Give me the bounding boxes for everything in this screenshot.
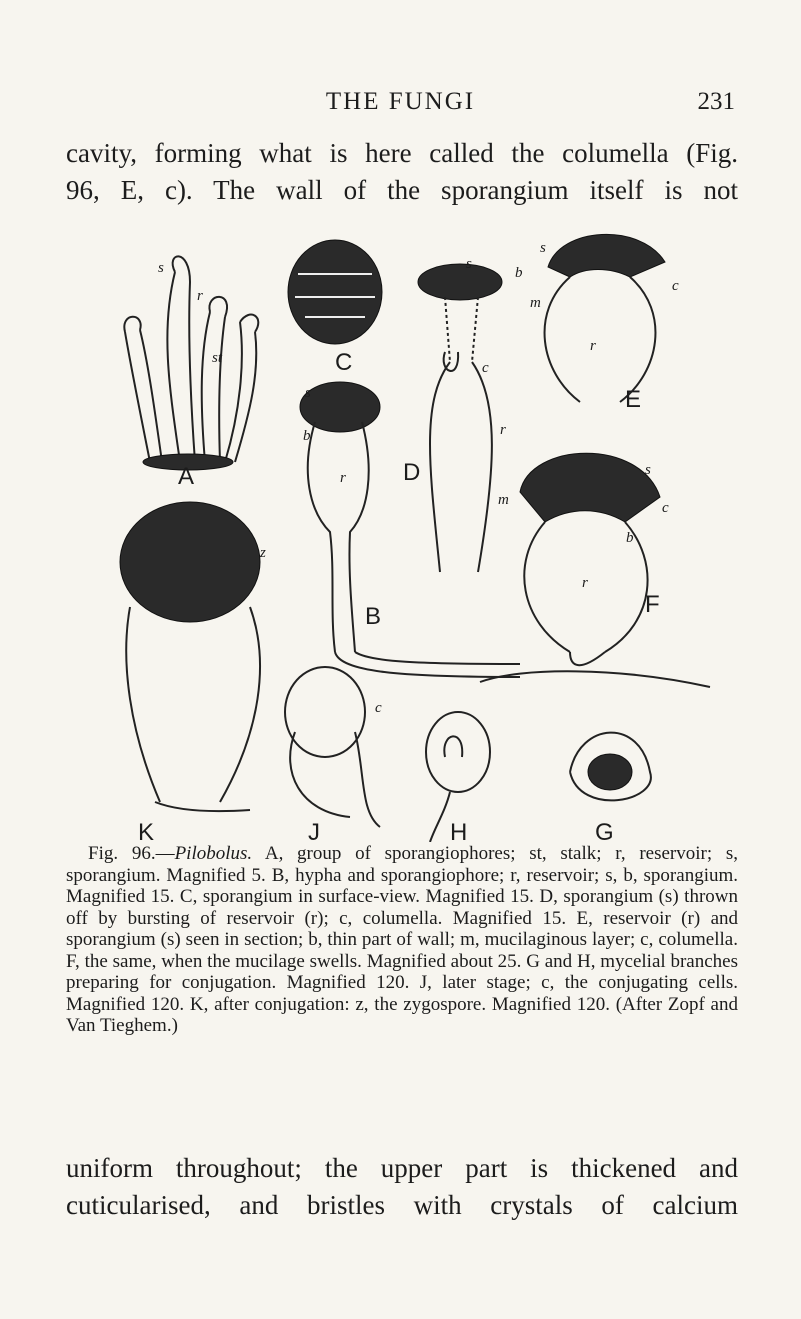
figure-panel-e xyxy=(545,234,665,402)
figure-label-h: H xyxy=(450,819,468,842)
figure-label-g: G xyxy=(595,819,614,842)
figure-sub-f-c: c xyxy=(662,500,669,516)
figure-sub-b-b: b xyxy=(303,428,311,444)
figure-label-e: E xyxy=(625,386,642,413)
paragraph-bottom xyxy=(66,1150,738,1224)
figure-sub-f-r: r xyxy=(582,575,588,591)
figure-sub-a-s: s xyxy=(158,260,164,276)
figure-pilobolus-illustration xyxy=(100,212,720,842)
figure-panel-d xyxy=(418,264,502,572)
figure-panel-j xyxy=(285,667,380,827)
figure-sub-f-s: s xyxy=(645,462,651,478)
caption-text: A, group of sporangiophores; st, stalk; r, reservoir; s, sporangium. Magnified 5. B, hypha and sporangiophore; r, reservoir; s, b, sporangium. Magnified 15. C, sporangium in surface-view. Magnified 15. D, sporangium (s) thrown off by bursting of reservoir (r); c, columella. Magnified 15. E, reservoir (r) and sporangium (s) seen in section; b, thin part of wall; m, mucilaginous layer; c, columella. F, the same, when the mucilage swells. Magnified about 25. G and H, mycelial branches preparing for conjugation. Magnified 120. J, later stage; c, the conjugating cells. Magnified 120. K, after conjugation: z, the zygospore. Magnified 120. (After Zopf and Van Tieghem.) xyxy=(66,843,738,1036)
figure-sub-e-m: m xyxy=(530,295,541,311)
paragraph-top-line-2: 96, E, c). The wall of the sporangium itself is not xyxy=(66,175,738,205)
figure-sub-b-r: r xyxy=(340,470,346,486)
figure-label-f: F xyxy=(645,591,660,618)
figure-sub-j-c: c xyxy=(375,700,382,716)
figure-sub-a-r: r xyxy=(197,288,203,304)
page-number: 231 xyxy=(697,88,735,115)
figure-label-j: J xyxy=(308,819,320,842)
figure-label-a: A xyxy=(178,463,195,490)
paragraph-bottom-line-2: cuticularised, and bristles with crystals of calcium xyxy=(66,1190,738,1220)
figure-sub-d-s: s xyxy=(466,256,472,272)
figure-sub-f-m: m xyxy=(498,492,509,508)
figure-panel-c xyxy=(288,240,382,344)
figure-sub-d-r: r xyxy=(500,422,506,438)
figure-label-d: D xyxy=(403,459,421,486)
paragraph-top-line-1: cavity, forming what is here called the columella (Fig. xyxy=(66,138,738,168)
figure-panel-f xyxy=(480,453,710,687)
figure-label-b: B xyxy=(365,603,382,630)
figure-caption xyxy=(66,843,738,1037)
figure-panel-g xyxy=(570,733,651,801)
caption-lead: Fig. 96.— xyxy=(88,843,175,864)
figure-panel-b xyxy=(300,382,520,677)
figure-sub-a-st: st xyxy=(212,350,223,366)
figure-sub-e-s: s xyxy=(540,240,546,256)
figure-drawing xyxy=(100,212,720,842)
running-head-title: THE FUNGI xyxy=(325,88,476,115)
figure-sub-d-c: c xyxy=(482,360,489,376)
running-head xyxy=(66,88,735,122)
figure-sub-b-s: s xyxy=(305,385,311,401)
figure-panel-k xyxy=(120,502,260,811)
paragraph-top xyxy=(66,135,738,209)
figure-panel-a xyxy=(124,256,258,470)
figure-label-k: K xyxy=(138,819,155,842)
figure-sub-f-b: b xyxy=(626,530,634,546)
figure-label-c: C xyxy=(335,349,353,376)
figure-sub-k-z: z xyxy=(260,545,266,561)
figure-sub-e-c: c xyxy=(672,278,679,294)
caption-genus: Pilobolus. xyxy=(174,843,253,864)
figure-sub-e-r: r xyxy=(590,338,596,354)
figure-sub-e-b: b xyxy=(515,265,523,281)
paragraph-bottom-line-1: uniform throughout; the upper part is thickened and xyxy=(66,1153,738,1183)
